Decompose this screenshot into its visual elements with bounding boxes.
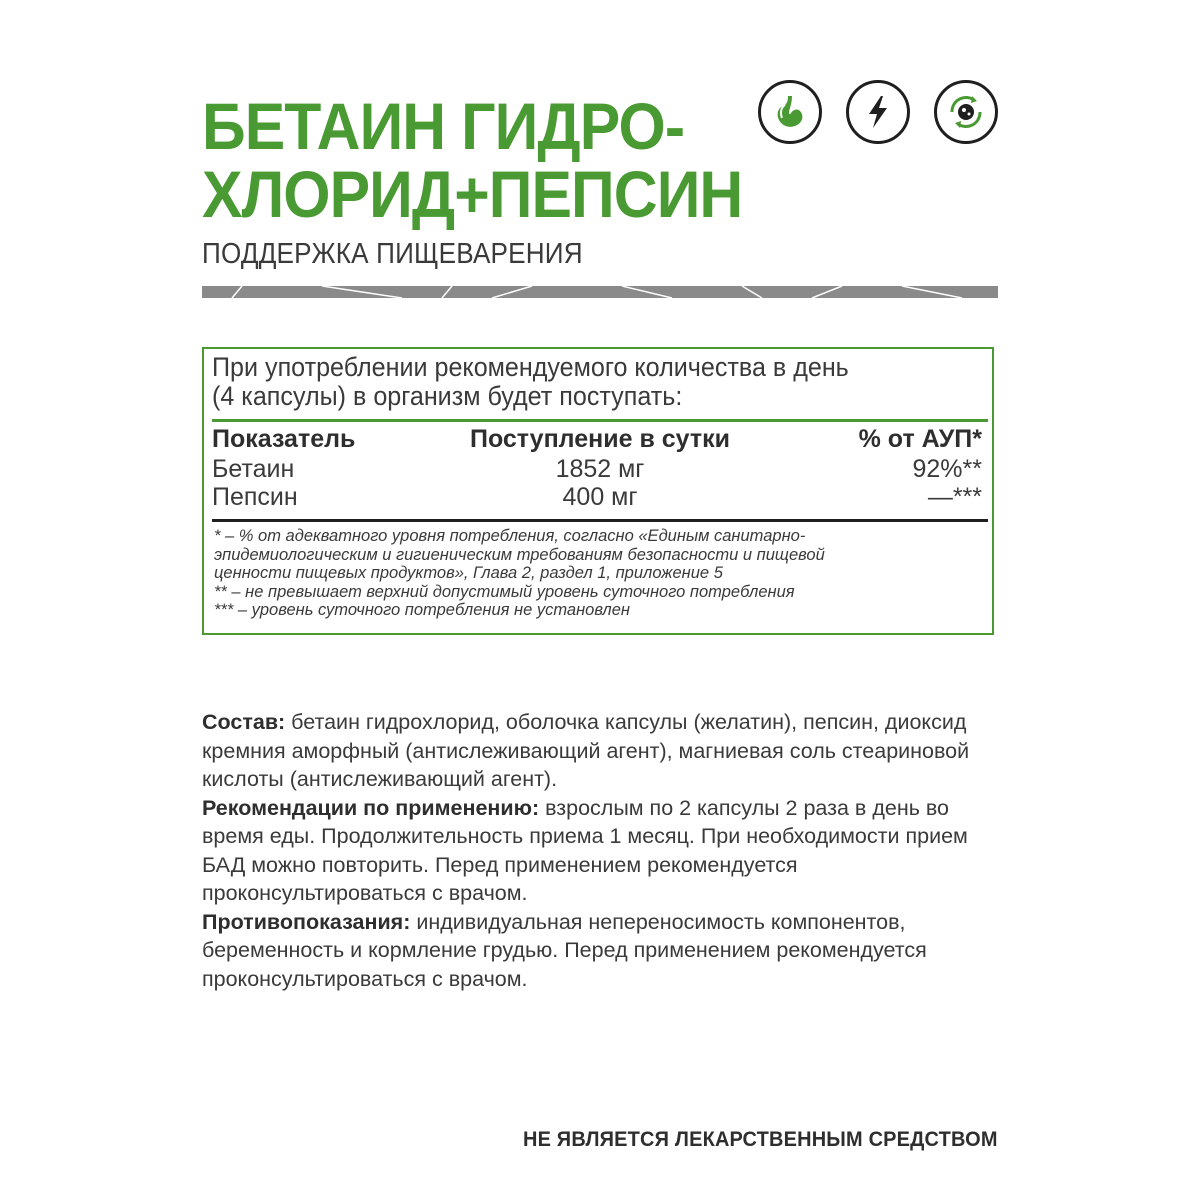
not-a-medicine-disclaimer: НЕ ЯВЛЯЕТСЯ ЛЕКАРСТВЕННЫМ СРЕДСТВОМ bbox=[523, 1128, 998, 1151]
footnote-line: * – % от адекватного уровня потребления, согласно «Единым санитарно- bbox=[214, 527, 806, 545]
contraindications-label: Противопоказания: bbox=[202, 909, 411, 934]
product-title bbox=[202, 89, 743, 231]
product-info bbox=[202, 708, 1002, 993]
footnotes bbox=[214, 527, 984, 620]
usage-text: взрослым по 2 капсулы 2 раза в день во время еды. Продолжительность приема 1 месяц. При необходимости прием БАД можно повторить. Перед применением рекомендуется проконсультироваться с врачом. bbox=[202, 795, 968, 905]
column-indicator: Показатель bbox=[212, 425, 356, 453]
metabolism-cycle-icon bbox=[934, 80, 998, 144]
table-row bbox=[212, 455, 988, 483]
footnote-line: *** – уровень суточного потребления не установлен bbox=[214, 601, 630, 619]
nutrition-box bbox=[202, 347, 994, 635]
footnote-line: ** – не превышает верхний допустимый уровень суточного потребления bbox=[214, 582, 795, 601]
usage-paragraph bbox=[202, 794, 1002, 908]
row-name: Пепсин bbox=[212, 483, 298, 511]
composition-label: Состав: bbox=[202, 710, 286, 734]
row-amount: 1852 мг bbox=[555, 455, 645, 483]
product-title-line-2: ХЛОРИД+ПЕПСИН bbox=[202, 157, 743, 231]
column-daily-intake: Поступление в сутки bbox=[469, 425, 730, 453]
column-percent: % от АУП* bbox=[858, 425, 982, 453]
product-subtitle: ПОДДЕРЖКА ПИЩЕВАРЕНИЯ bbox=[202, 238, 583, 270]
nutrition-intro-line-1: При употреблении рекомендуемого количества в день bbox=[212, 352, 849, 382]
row-amount: 400 мг bbox=[562, 483, 638, 511]
usage-label: Рекомендации по применению: bbox=[202, 795, 540, 820]
footnote-line: эпидемиологическим и гигиеническим требованиям безопасности и пищевой bbox=[214, 545, 825, 564]
table-header bbox=[212, 425, 988, 453]
stomach-icon bbox=[758, 80, 822, 144]
row-name: Бетаин bbox=[212, 455, 295, 483]
nutrition-intro-line-2: (4 капсулы) в организм будет поступать: bbox=[212, 381, 683, 411]
row-percent: —*** bbox=[927, 483, 982, 511]
contraindications-paragraph bbox=[202, 908, 1002, 994]
contraindications-text: индивидуальная непереносимость компонентов, беременность и кормление грудью. Перед применением рекомендуется проконсультироваться с врачом. bbox=[202, 909, 927, 991]
table-row bbox=[212, 483, 988, 511]
composition-text: бетаин гидрохлорид, оболочка капсулы (желатин), пепсин, диоксид кремния аморфный (антислеживающий агент), магниевая соль стеариновой кислоты (антислеживающий агент). bbox=[202, 710, 970, 791]
composition-paragraph bbox=[202, 708, 1002, 794]
row-percent: 92%** bbox=[912, 455, 982, 483]
lightning-icon bbox=[846, 80, 910, 144]
table-top-rule bbox=[212, 419, 988, 422]
feature-icons bbox=[758, 80, 998, 144]
decorative-divider bbox=[202, 286, 998, 298]
product-title-line-1: БЕТАИН ГИДРО- bbox=[202, 89, 685, 163]
table-bottom-rule bbox=[212, 519, 988, 522]
nutrition-intro bbox=[212, 353, 937, 411]
footnote-line: ценности пищевых продуктов», Глава 2, раздел 1, приложение 5 bbox=[214, 564, 723, 582]
